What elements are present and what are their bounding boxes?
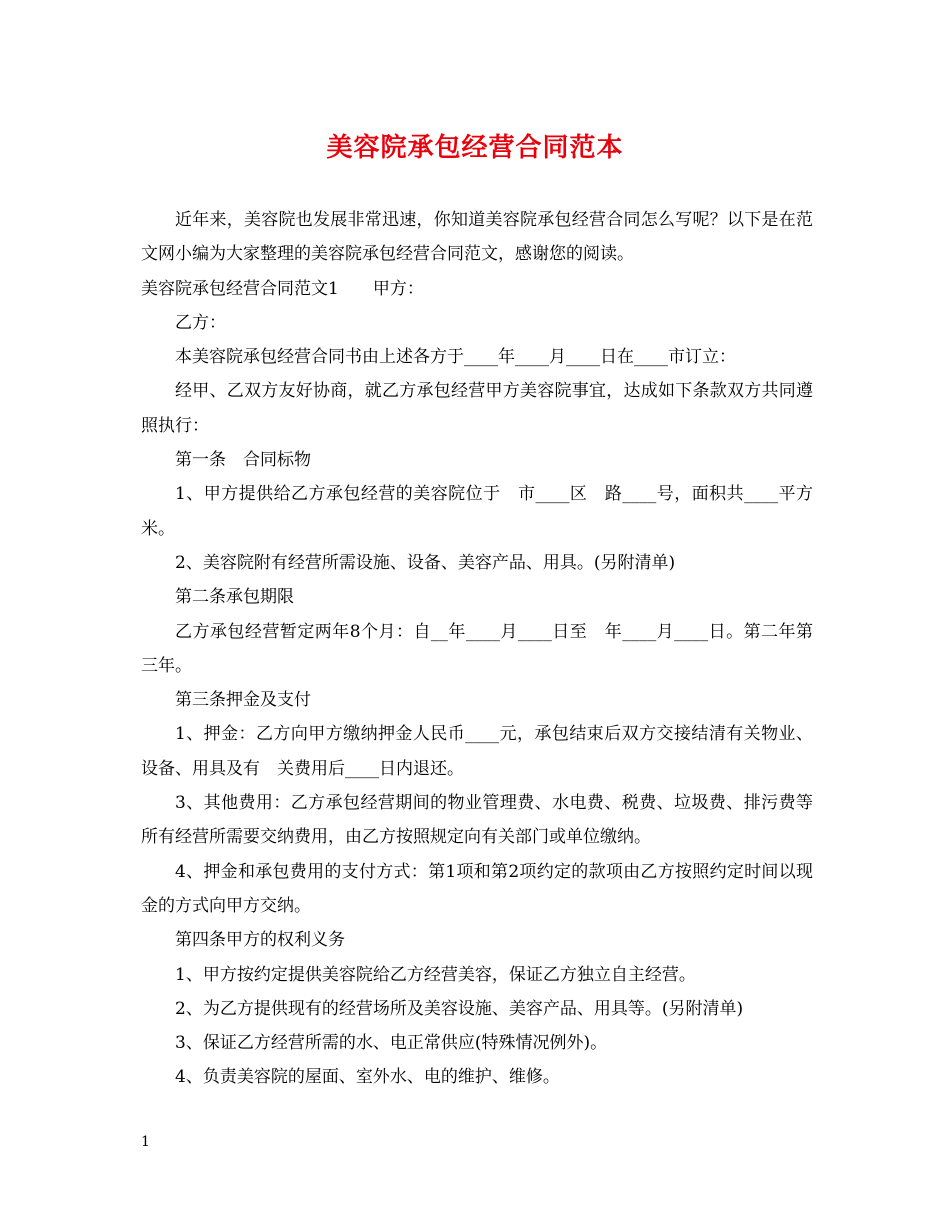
paragraph: 3、保证乙方经营所需的水、电正常供应(特殊情况例外)。 — [175, 1033, 608, 1054]
paragraph: 2、为乙方提供现有的经营场所及美容设施、美容产品、用具等。(另附清单) — [175, 998, 744, 1019]
paragraph: 第一条 合同标物 — [175, 450, 311, 471]
paragraph: 1、甲方提供给乙方承包经营的美容院位于 市____区 路____号，面积共____平方米。 — [141, 484, 813, 539]
paragraph: 本美容院承包经营合同书由上述各方于____年____月____日在____市订立： — [175, 347, 736, 368]
paragraph: 3、其他费用：乙方承包经营期间的物业管理费、水电费、税费、垃圾费、排污费等所有经营所需要交纳费用，由乙方按照规定向有关部门或单位缴纳。 — [141, 793, 813, 848]
paragraph: 1、押金：乙方向甲方缴纳押金人民币____元，承包结束后双方交接结清有关物业、设备、用具及有 关费用后____日内退还。 — [141, 724, 813, 779]
paragraph: 近年来，美容院也发展非常迅速，你知道美容院承包经营合同怎么写呢？以下是在范文网小编为大家整理的美容院承包经营合同范文，感谢您的阅读。 — [141, 210, 813, 265]
paragraph: 4、负责美容院的屋面、室外水、电的维护、维修。 — [175, 1067, 560, 1088]
document-title: 美容院承包经营合同范本 — [326, 133, 624, 163]
paragraph: 乙方承包经营暂定两年8个月：自__年____月____日至 年____月____日。第二年第三年。 — [141, 621, 813, 676]
paragraph: 第二条承包期限 — [175, 587, 294, 608]
paragraph: 美容院承包经营合同范文1 甲方： — [141, 278, 424, 299]
paragraph: 1、甲方按约定提供美容院给乙方经营美容，保证乙方独立自主经营。 — [175, 964, 696, 985]
paragraph: 第三条押金及支付 — [175, 690, 311, 711]
paragraph: 2、美容院附有经营所需设施、设备、美容产品、用具。(另附清单) — [175, 552, 676, 573]
paragraph: 乙方： — [175, 312, 226, 333]
document-body — [141, 203, 813, 1095]
paragraph: 4、押金和承包费用的支付方式：第1项和第2项约定的款项由乙方按照约定时间以现金的方式向甲方交纳。 — [141, 861, 813, 916]
paragraph: 经甲、乙双方友好协商，就乙方承包经营甲方美容院事宜，达成如下条款双方共同遵照执行： — [141, 381, 813, 436]
page-number: 1 — [141, 1134, 150, 1150]
paragraph: 第四条甲方的权利义务 — [175, 930, 345, 951]
